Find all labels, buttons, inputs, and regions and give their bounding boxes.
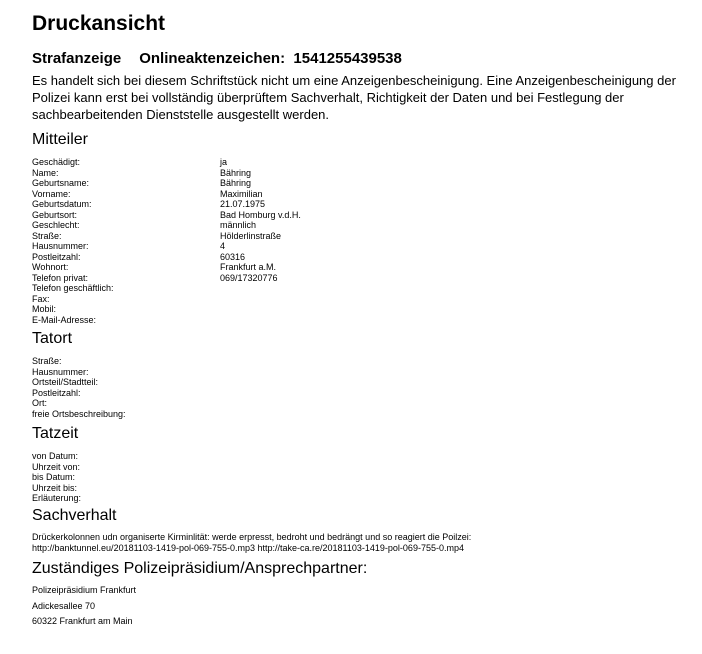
report-subtitle	[32, 50, 402, 67]
field-label: Geburtsort:	[32, 209, 78, 220]
field-label: bis Datum:	[32, 472, 76, 482]
section-heading-sachverhalt: Sachverhalt	[32, 507, 117, 524]
field-label: Fax:	[32, 293, 50, 304]
field-label: Ortsteil/Stadtteil:	[32, 377, 99, 387]
field-label: Geschlecht:	[32, 220, 80, 230]
field-row	[32, 377, 220, 388]
field-label: Postleitzahl:	[32, 387, 81, 398]
field-value: 60316	[220, 251, 246, 262]
tatort-fields	[32, 356, 220, 419]
field-row	[32, 210, 301, 221]
field-label: Postleitzahl:	[32, 251, 81, 262]
authority-city: 60322 Frankfurt am Main	[32, 616, 133, 626]
field-row	[32, 157, 301, 168]
field-row	[32, 189, 301, 200]
field-value: Hölderlinstraße	[220, 230, 282, 241]
section-heading-tatzeit: Tatzeit	[32, 425, 79, 442]
field-label: Mobil:	[32, 304, 57, 314]
field-value: männlich	[220, 220, 257, 230]
field-row	[32, 472, 220, 483]
field-label: Telefon geschäftlich:	[32, 283, 114, 293]
field-label: E-Mail-Adresse:	[32, 314, 97, 325]
authority-street: Adickesallee 70	[32, 601, 96, 611]
field-value: 21.07.1975	[220, 199, 266, 209]
field-label: Geburtsdatum:	[32, 199, 92, 209]
field-label: Geburtsname:	[32, 178, 90, 188]
report-type: Strafanzeige	[32, 50, 122, 67]
authority-name: Polizeipräsidium Frankfurt	[32, 585, 137, 595]
field-row	[32, 252, 301, 263]
field-value: Frankfurt a.M.	[220, 262, 277, 272]
reference-number: 1541255439538	[293, 50, 402, 67]
field-row	[32, 367, 220, 378]
field-row	[32, 262, 301, 273]
field-row	[32, 315, 301, 326]
field-value: Bähring	[220, 178, 252, 188]
field-label: Uhrzeit bis:	[32, 482, 78, 493]
sachverhalt-links: http://banktunnel.eu/20181103-1419-pol-069-755-0.mp3 http://take-ca.re/20181103-1419-pol-069-755-0.mp4	[32, 543, 464, 553]
field-row	[32, 220, 301, 231]
field-row	[32, 409, 220, 420]
field-label: Telefon privat:	[32, 272, 89, 283]
section-heading-tatort: Tatort	[32, 330, 73, 347]
field-row	[32, 231, 301, 242]
field-label: Uhrzeit von:	[32, 461, 81, 472]
field-row	[32, 483, 220, 494]
field-row	[32, 178, 301, 189]
field-label: Ort:	[32, 398, 47, 408]
field-label: Geschädigt:	[32, 157, 81, 167]
tatzeit-fields	[32, 451, 220, 504]
reference-label: Onlineaktenzeichen:	[139, 50, 286, 67]
field-label: Name:	[32, 167, 59, 178]
field-value: Bad Homburg v.d.H.	[220, 209, 301, 220]
field-row	[32, 356, 220, 367]
field-row	[32, 241, 301, 252]
field-value: Bähring	[220, 167, 252, 178]
field-value: Maximilian	[220, 188, 263, 199]
field-row	[32, 199, 301, 210]
field-label: Straße:	[32, 230, 62, 241]
disclaimer-text: Es handelt sich bei diesem Schriftstück nicht um eine Anzeigenbescheinigung. Eine Anzeigenbescheinigung der Polizei kann erst bei vollständig überprüftem Sachverhalt, Richtigkeit der Daten und bei Festlegung der sachbearbeitenden Dienststelle ausgestellt werden.	[32, 73, 676, 122]
field-label: Erläuterung:	[32, 493, 82, 503]
field-row	[32, 273, 301, 284]
field-label: Vorname:	[32, 188, 71, 199]
field-label: Wohnort:	[32, 262, 69, 272]
field-row	[32, 283, 301, 294]
field-label: Straße:	[32, 356, 62, 366]
field-row	[32, 493, 220, 504]
field-value: 4	[220, 241, 226, 251]
field-label: freie Ortsbeschreibung:	[32, 408, 126, 419]
section-heading-zustaendig: Zuständiges Polizeipräsidium/Ansprechpartner:	[32, 560, 368, 577]
field-row	[32, 451, 220, 462]
field-row	[32, 388, 220, 399]
field-row	[32, 168, 301, 179]
field-label: Hausnummer:	[32, 241, 89, 251]
sachverhalt-text: Drückerkolonnen udn organiserte Kirminlität: werde erpresst, bedroht und bedrängt und so reagiert die Poilzei:	[32, 532, 472, 542]
field-row	[32, 294, 301, 305]
field-label: von Datum:	[32, 451, 79, 461]
field-value: 069/17320776	[220, 272, 278, 283]
section-heading-mitteiler: Mitteiler	[32, 131, 89, 148]
field-row	[32, 304, 301, 315]
field-row	[32, 462, 220, 473]
field-label: Hausnummer:	[32, 366, 89, 377]
page-title: Druckansicht	[32, 12, 166, 35]
field-value: ja	[220, 157, 228, 167]
mitteiler-fields	[32, 157, 301, 325]
field-row	[32, 398, 220, 409]
